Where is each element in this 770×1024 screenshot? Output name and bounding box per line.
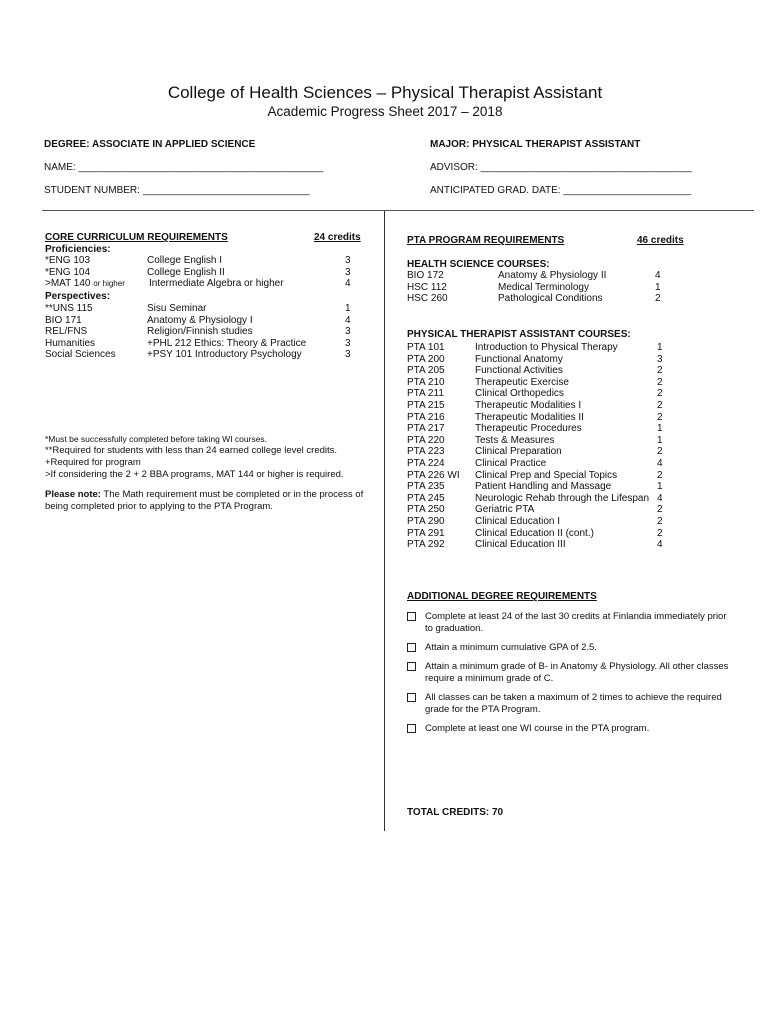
course-credits: 3: [345, 326, 351, 338]
course-row: [45, 315, 365, 327]
pta-courses-label: PHYSICAL THERAPIST ASSISTANT COURSES:: [407, 329, 631, 340]
checkbox[interactable]: [407, 643, 416, 652]
course-title: College English I: [147, 255, 223, 266]
course-code: PTA 245: [407, 492, 445, 504]
checkbox[interactable]: [407, 662, 416, 671]
perspective-list: [45, 303, 365, 361]
please-note-text: The Math requirement must be completed or in the process of being completed prior to applying to the PTA Program.: [45, 489, 364, 512]
vertical-divider: [384, 211, 385, 831]
course-title: College English II: [147, 266, 225, 278]
please-note-label: Please note:: [45, 489, 101, 500]
course-code: HSC 112: [407, 281, 447, 293]
course-credits: 2: [657, 446, 663, 458]
course-title: Pathological Conditions: [498, 293, 603, 305]
course-code: PTA 292: [407, 539, 445, 551]
course-title: Patient Handling and Massage: [475, 481, 612, 493]
advisor-field[interactable]: ADVISOR: ______________________________________: [430, 162, 692, 173]
please-note: [45, 489, 365, 513]
note-uns: **Required for students with less than 24 earned college level credits.: [45, 445, 338, 456]
checkbox[interactable]: [407, 693, 416, 702]
course-title: Clinical Education III: [475, 539, 566, 551]
course-code-text: >MAT 140: [45, 278, 91, 290]
course-code: [45, 278, 125, 290]
page-subtitle: Academic Progress Sheet 2017 – 2018: [267, 104, 503, 119]
course-credits: 3: [345, 255, 351, 266]
course-credits: 4: [657, 539, 663, 551]
course-row: [45, 326, 365, 338]
course-row: [407, 539, 677, 551]
note-wi: *Must be successfully completed before taking WI courses.: [45, 434, 268, 444]
additional-requirements-list: [407, 611, 737, 742]
course-code: BIO 172: [407, 270, 444, 281]
course-title: +PSY 101 Introductory Psychology: [147, 349, 302, 361]
requirement-item: [407, 692, 737, 716]
course-title: Intermediate Algebra or higher: [149, 278, 284, 290]
course-row: [407, 516, 677, 528]
total-credits: TOTAL CREDITS: 70: [407, 807, 504, 818]
course-credits: 3: [345, 337, 351, 349]
course-code: PTA 215: [407, 399, 445, 411]
course-title: Neurologic Rehab through the Lifespan: [475, 492, 650, 504]
course-title: Clinical Preparation: [475, 446, 562, 458]
course-row: [407, 528, 677, 540]
course-row: [407, 365, 677, 377]
requirement-item: [407, 642, 737, 654]
course-code: PTA 235: [407, 481, 445, 493]
course-title: Tests & Measures: [475, 434, 555, 446]
course-title: +PHL 212 Ethics: Theory & Practice: [147, 337, 307, 349]
proficiencies-label: Proficiencies:: [45, 244, 111, 255]
course-code: PTA 224: [407, 457, 445, 469]
course-credits: 2: [657, 515, 663, 527]
course-title: Functional Activities: [475, 365, 563, 377]
perspectives-label: Perspectives:: [45, 291, 111, 302]
course-row: [407, 400, 677, 412]
course-code: PTA 216: [407, 411, 445, 423]
course-row: [407, 412, 677, 424]
course-credits: 4: [345, 314, 351, 326]
name-field[interactable]: NAME: ____________________________________________: [44, 162, 324, 173]
course-row: [407, 293, 677, 305]
course-row: [407, 388, 677, 400]
course-code: *ENG 104: [45, 266, 91, 278]
course-credits: 2: [657, 411, 663, 423]
course-credits: 4: [657, 492, 663, 504]
core-heading: CORE CURRICULUM REQUIREMENTS: [45, 232, 228, 243]
course-credits: 4: [657, 457, 663, 469]
course-credits: 3: [345, 349, 351, 361]
proficiency-list: [45, 255, 365, 290]
course-credits: 1: [657, 434, 663, 446]
course-title: Anatomy & Physiology II: [498, 270, 607, 281]
requirement-item: [407, 661, 737, 685]
course-title: Therapeutic Procedures: [475, 423, 582, 435]
course-code: PTA 217: [407, 423, 445, 435]
course-row: [407, 354, 677, 366]
course-credits: 1: [657, 423, 663, 435]
course-code: Social Sciences: [45, 349, 116, 361]
course-code: PTA 290: [407, 515, 445, 527]
pta-course-list: [407, 342, 677, 551]
course-credits: 3: [657, 353, 663, 365]
course-row: [45, 338, 365, 350]
course-credits: 2: [657, 388, 663, 400]
requirement-text: Attain a minimum grade of B- in Anatomy & Physiology. All other classes require a minimum grade of C.: [425, 661, 729, 684]
course-credits: 2: [657, 527, 663, 539]
course-row: [407, 446, 677, 458]
horizontal-divider: [42, 210, 754, 211]
checkbox[interactable]: [407, 724, 416, 733]
course-credits: 2: [657, 504, 663, 516]
requirement-text: Complete at least one WI course in the PTA program.: [425, 723, 650, 734]
pta-credits: 46 credits: [637, 235, 684, 246]
requirement-text: Complete at least 24 of the last 30 credits at Finlandia immediately prior to graduation.: [425, 611, 727, 634]
course-title: Therapeutic Exercise: [475, 376, 569, 388]
course-credits: 4: [345, 278, 351, 290]
health-course-list: [407, 270, 677, 305]
course-credits: 2: [657, 399, 663, 411]
core-notes: [45, 433, 365, 513]
course-code: PTA 210: [407, 376, 445, 388]
course-title: Medical Terminology: [498, 281, 589, 293]
course-credits: 1: [655, 281, 661, 293]
degree-label: DEGREE: ASSOCIATE IN APPLIED SCIENCE: [44, 139, 256, 150]
requirement-item: [407, 723, 737, 735]
course-code: BIO 171: [45, 314, 82, 326]
health-science-label: HEALTH SCIENCE COURSES:: [407, 259, 550, 270]
course-row: [407, 470, 677, 482]
course-row: [407, 342, 677, 354]
course-code: Humanities: [45, 337, 96, 349]
course-row: [407, 493, 677, 505]
course-title: Introduction to Physical Therapy: [475, 342, 618, 353]
course-row: [45, 349, 365, 361]
course-code: *ENG 103: [45, 255, 91, 266]
course-credits: 1: [657, 342, 663, 353]
course-title: Therapeutic Modalities II: [475, 411, 584, 423]
course-credits: 3: [345, 266, 351, 278]
course-row: [407, 458, 677, 470]
major-label: MAJOR: PHYSICAL THERAPIST ASSISTANT: [430, 139, 641, 150]
course-code: HSC 260: [407, 293, 448, 305]
requirement-item: [407, 611, 737, 635]
note-program: +Required for program: [45, 457, 141, 468]
course-row: [45, 255, 365, 267]
course-title: Clinical Education I: [475, 515, 561, 527]
course-code: PTA 226 WI: [407, 469, 460, 481]
course-code: PTA 223: [407, 446, 445, 458]
course-title: Clinical Practice: [475, 457, 547, 469]
course-title: Functional Anatomy: [475, 353, 563, 365]
course-row: [407, 481, 677, 493]
course-code: REL/FNS: [45, 326, 88, 338]
course-row: [407, 377, 677, 389]
course-title: Clinical Orthopedics: [475, 388, 564, 400]
course-credits: 2: [657, 469, 663, 481]
course-credits: 2: [657, 365, 663, 377]
course-credits: 1: [345, 303, 351, 314]
core-credits: 24 credits: [314, 232, 361, 243]
requirement-text: All classes can be taken a maximum of 2 times to achieve the required grade for the PTA Program.: [425, 692, 722, 715]
course-credits: 2: [655, 293, 661, 305]
course-title: Clinical Prep and Special Topics: [475, 469, 618, 481]
additional-heading: ADDITIONAL DEGREE REQUIREMENTS: [407, 591, 597, 602]
course-title: Clinical Education II (cont.): [475, 527, 594, 539]
course-row: [45, 303, 365, 315]
course-code-suffix: or higher: [93, 279, 125, 289]
course-credits: 2: [657, 376, 663, 388]
course-row: [407, 504, 677, 516]
course-code: PTA 205: [407, 365, 445, 377]
course-row: [407, 435, 677, 447]
course-code: PTA 291: [407, 527, 445, 539]
course-credits: 1: [657, 481, 663, 493]
course-code: PTA 101: [407, 342, 445, 353]
course-title: Therapeutic Modalities I: [475, 399, 582, 411]
course-title: Geriatric PTA: [475, 504, 535, 516]
note-bba: >If considering the 2 + 2 BBA programs, MAT 144 or higher is required.: [45, 469, 344, 480]
course-code: PTA 250: [407, 504, 445, 516]
pta-heading: PTA PROGRAM REQUIREMENTS: [407, 235, 565, 246]
checkbox[interactable]: [407, 612, 416, 621]
course-row: [407, 423, 677, 435]
student-number-field[interactable]: STUDENT NUMBER: ______________________________: [44, 185, 310, 196]
grad-date-field[interactable]: ANTICIPATED GRAD. DATE: _______________________: [430, 185, 692, 196]
course-code: **UNS 115: [45, 303, 93, 314]
course-title: Anatomy & Physiology I: [147, 314, 253, 326]
course-code: PTA 220: [407, 434, 445, 446]
course-credits: 4: [655, 270, 661, 281]
course-row: [45, 267, 365, 279]
course-row: [407, 282, 677, 294]
course-title: Religion/Finnish studies: [147, 326, 253, 338]
course-title: Sisu Seminar: [147, 303, 207, 314]
course-row: [45, 278, 365, 290]
course-row: [407, 270, 677, 282]
requirement-text: Attain a minimum cumulative GPA of 2.5.: [425, 642, 597, 653]
course-code: PTA 200: [407, 353, 445, 365]
course-code: PTA 211: [407, 388, 444, 400]
page-title: College of Health Sciences – Physical Therapist Assistant: [167, 83, 603, 102]
